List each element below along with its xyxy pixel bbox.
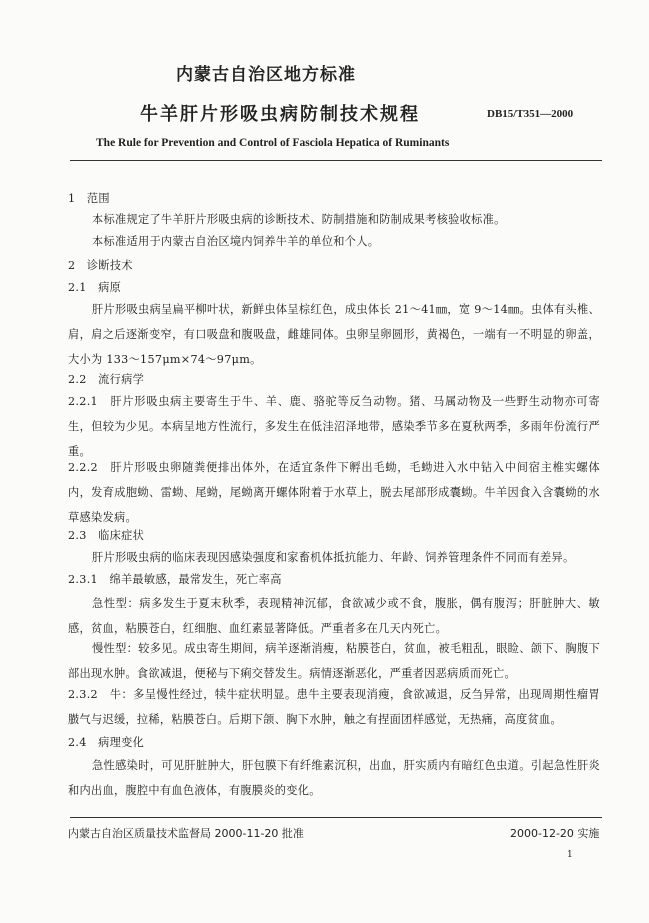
document-code: DB15/T351—2000	[487, 108, 574, 120]
section-2-heading: 2 诊断技术	[68, 259, 133, 272]
section-2-3-2-paragraph: 2.3.2 牛：多呈慢性经过，犊牛症状明显。患牛主要表现消瘦，食欲减退，反刍异常，出现周期性瘤胃臌气与迟缓，拉稀，粘膜苍白。后期下颌、胸下水肿，触之有捏面团样感觉，无热痛，高度贫血。	[68, 688, 600, 726]
section-2-4-heading: 2.4 病理变化	[68, 736, 145, 749]
section-2-2-2-paragraph: 2.2.2 肝片形吸虫卵随粪便排出体外，在适宜条件下孵出毛蚴，毛蚴进入水中钻入中间宿主椎实螺体内，发育成胞蚴、雷蚴、尾蚴，尾蚴离开螺体附着于水草上，脱去尾部形成囊蚴。牛羊因食入含囊蚴的水草感染发病。	[68, 461, 600, 524]
section-2-3-paragraph: 肝片形吸虫病的临床表现因感染强度和家畜机体抵抗能力、年龄、饲养管理条件不同而有差异。	[92, 551, 575, 564]
section-1-paragraph-1: 本标准规定了牛羊肝片形吸虫病的诊断技术、防制措施和防制成果考核验收标准。	[92, 213, 506, 226]
org-title: 内蒙古自治区地方标准	[176, 65, 356, 85]
section-2-2-1-paragraph: 2.2.1 肝片形吸虫病主要寄生于牛、羊、鹿、骆驼等反刍动物。猪、马属动物及一些野生动物亦可寄生，但较为少见。本病呈地方性流行，多发生在低洼沼泽地带，感染季节多在夏秋两季，多雨年份流行严重。	[68, 395, 600, 458]
section-2-3-1-heading: 2.3.1 绵羊最敏感，最常发生，死亡率高	[68, 573, 282, 586]
approval-info: 内蒙古自治区质量技术监督局 2000-11-20 批准	[68, 827, 304, 840]
page-number: 1	[567, 850, 573, 860]
section-2-3-heading: 2.3 临床症状	[68, 529, 145, 542]
section-2-1-heading: 2.1 病原	[68, 281, 122, 294]
section-2-3-1-acute: 急性型：病多发生于夏末秋季，表现精神沉郁，食欲减少或不食，腹胀，偶有腹泻；肝脏肿大、敏感，贫血，粘膜苍白，红细胞、血红素显著降低。严重者多在几天内死亡。	[68, 597, 600, 635]
footer-divider	[70, 817, 602, 818]
header-divider	[70, 160, 602, 161]
section-1-heading: 1 范围	[68, 192, 110, 205]
document-title: 牛羊肝片形吸虫病防制技术规程	[140, 104, 420, 125]
section-2-2-heading: 2.2 流行病学	[68, 373, 145, 386]
implementation-date: 2000-12-20 实施	[510, 827, 600, 840]
section-1-paragraph-2: 本标准适用于内蒙古自治区境内饲养牛羊的单位和个人。	[92, 235, 380, 248]
section-2-4-paragraph: 急性感染时，可见肝脏肿大，肝包膜下有纤维素沉积，出血，肝实质内有暗红色虫道。引起急性肝炎和内出血，腹腔中有血色液体，有腹膜炎的变化。	[68, 759, 600, 797]
section-2-1-paragraph: 肝片形吸虫病呈扁平柳叶状，新鲜虫体呈棕红色，成虫体长 21～41㎜，宽 9～14㎜。虫体有头椎、肩，肩之后逐渐变窄，有口吸盘和腹吸盘，雌雄同体。虫卵呈卵圆形，黄褐色，一端有一不明显的卵盖，大小为 133～157μm×74～97μm。	[68, 303, 600, 366]
document-title-english: The Rule for Prevention and Control of Fasciola Hepatica of Ruminants	[96, 137, 450, 149]
section-2-3-1-chronic: 慢性型：较多见。成虫寄生期间，病羊逐渐消瘦，粘膜苍白，贫血，被毛粗乱，眼睑、颌下、胸腹下部出现水肿。食欲减退，便秘与下痢交替发生。病情逐渐恶化，严重者因恶病质而死亡。	[68, 642, 600, 680]
